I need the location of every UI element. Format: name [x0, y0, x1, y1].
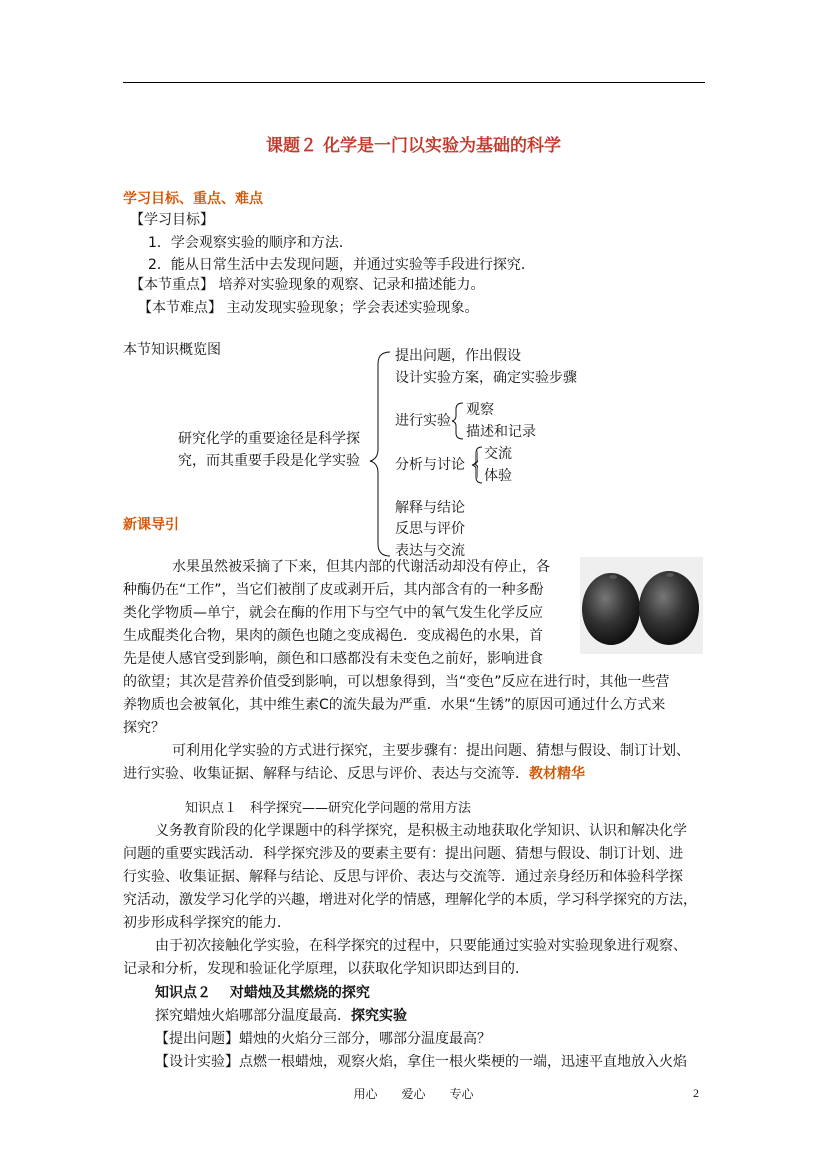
overview-express: 表达与交流: [395, 543, 465, 559]
overview-label: 本节知识概览图: [123, 342, 221, 358]
kp2-design: [155, 1051, 687, 1073]
intro-p2-line2: [123, 763, 585, 785]
goals-heading: 学习目标、重点、难点: [123, 191, 263, 207]
kp1-p1-line5: 初步形成科学探究的能力．: [123, 915, 291, 931]
difficulty-label: 【本节难点】: [138, 300, 222, 316]
key-text: 培养对实验现象的观察、记录和描述能力。: [214, 277, 485, 293]
overview-describe: 描述和记录: [466, 424, 536, 440]
overview-reflect: 反思与评价: [395, 521, 465, 537]
kp1-p1-line1: 义务教育阶段的化学课题中的科学探究，是积极主动地获取化学知识、认识和解决化学: [155, 823, 687, 839]
kp2-line1: [155, 1005, 407, 1027]
kp2-question: [155, 1028, 491, 1050]
goal-label: 【学习目标】: [130, 212, 214, 228]
kp1-p1-line3: 行实验、收集证据、解释与结论、反思与评价、表达与交流等．通过亲身经历和体验科学探: [123, 869, 683, 885]
kp1-p1-line2: 问题的重要实践活动．科学探究涉及的要素主要有：提出问题、猜想与假设、制订计划、进: [123, 846, 683, 862]
intro-p1-line4: 生成醌类化合物，果肉的颜色也随之变成褐色．变成褐色的水果，首: [123, 628, 543, 644]
key-label: 【本节重点】: [130, 277, 214, 293]
difficulty-text: 主动发现实验现象；学会表述实验现象。: [222, 300, 479, 316]
header-rule: [123, 82, 705, 83]
intro-p1-line5: 先是使人感官受到影响，颜色和口感都没有未变色之前好，影响进食: [123, 651, 543, 667]
kp2-question-label: 【提出问题】: [155, 1031, 239, 1047]
kp2-title: 知识点２ 对蜡烛及其燃烧的探究: [155, 985, 370, 1001]
page-title: 课题２ 化学是一门以实验为基础的科学: [266, 136, 561, 156]
essence-heading: 教材精华: [529, 766, 585, 782]
key-point: [130, 274, 484, 296]
goal-item-1: 1．学会观察实验的顺序和方法．: [148, 235, 353, 251]
intro-p1-line2: 种酶仍在“工作”，当它们被削了皮或剥开后，其内部含有的一种多酚: [123, 582, 544, 598]
intro-p1-line1: 水果虽然被采摘了下来，但其内部的代谢活动却没有停止，各: [172, 559, 550, 575]
difficulty-point: [138, 297, 478, 319]
overview-raise: 提出问题，作出假设: [395, 348, 521, 364]
intro-p2-text: 进行实验、收集证据、解释与结论、反思与评价、表达与交流等．: [123, 766, 529, 782]
overview-observe: 观察: [466, 402, 494, 418]
intro-p1-line3: 类化学物质—单宁，就会在酶的作用下与空气中的氧气发生化学反应: [123, 605, 543, 621]
kp2-question-text: 蜡烛的火焰分三部分，哪部分温度最高？: [239, 1031, 491, 1047]
overview-explain: 解释与结论: [395, 500, 465, 516]
kp1-p2-line1: 由于初次接触化学实验，在科学探究的过程中，只要能通过实验对实验现象进行观察、: [155, 938, 687, 954]
overview-root-line2: 究，而其重要手段是化学实验: [178, 453, 360, 469]
goal-item-2: 2．能从日常生活中去发现问题，并通过实验等手段进行探究．: [148, 257, 535, 273]
intro-p1-line8: 探究？: [123, 720, 165, 736]
intro-p1-line6: 的欲望；其次是营养价值受到影响，可以想象得到，当“变色”反应在进行时，其他一些营: [123, 674, 670, 690]
fruit-photo: [580, 557, 703, 654]
intro-p2-line1: 可利用化学实验的方式进行探究，主要步骤有：提出问题、猜想与假设、制订计划、: [172, 743, 690, 759]
overview-analyze: 分析与讨论: [395, 457, 465, 473]
overview-experience: 体验: [484, 468, 512, 484]
kp2-design-label: 【设计实验】: [155, 1054, 239, 1070]
overview-root-line1: 研究化学的重要途径是科学探: [178, 431, 360, 447]
intro-heading: 新课导引: [123, 517, 179, 533]
overview-conduct: 进行实验: [395, 413, 451, 429]
page-number: 2: [693, 1086, 699, 1100]
kp2-line1-text: 探究蜡烛火焰哪部分温度最高．: [155, 1008, 351, 1024]
intro-p1-line7: 养物质也会被氧化，其中维生素C的流失最为严重．水果“生锈”的原因可通过什么方式来: [123, 697, 666, 713]
overview-design: 设计实验方案，确定实验步骤: [395, 370, 577, 386]
overview-exchange: 交流: [484, 446, 512, 462]
kp2-line1-bold: 探究实验: [351, 1008, 407, 1024]
two-fruits-icon: [580, 557, 703, 654]
kp2-design-text: 点燃一根蜡烛，观察火焰，拿住一根火柴梗的一端，迅速平直地放入火焰: [239, 1054, 687, 1070]
kp1-p1-line4: 究活动，激发学习化学的兴趣，增进对化学的情感，理解化学的本质，学习科学探究的方法，: [123, 892, 697, 908]
footer-text: 用心 爱心 专心: [353, 1087, 474, 1101]
kp1-title: 知识点１ 科学探究——研究化学问题的常用方法: [185, 801, 472, 816]
kp1-p2-line2: 记录和分析，发现和验证化学原理，以获取化学知识即达到目的．: [123, 961, 529, 977]
